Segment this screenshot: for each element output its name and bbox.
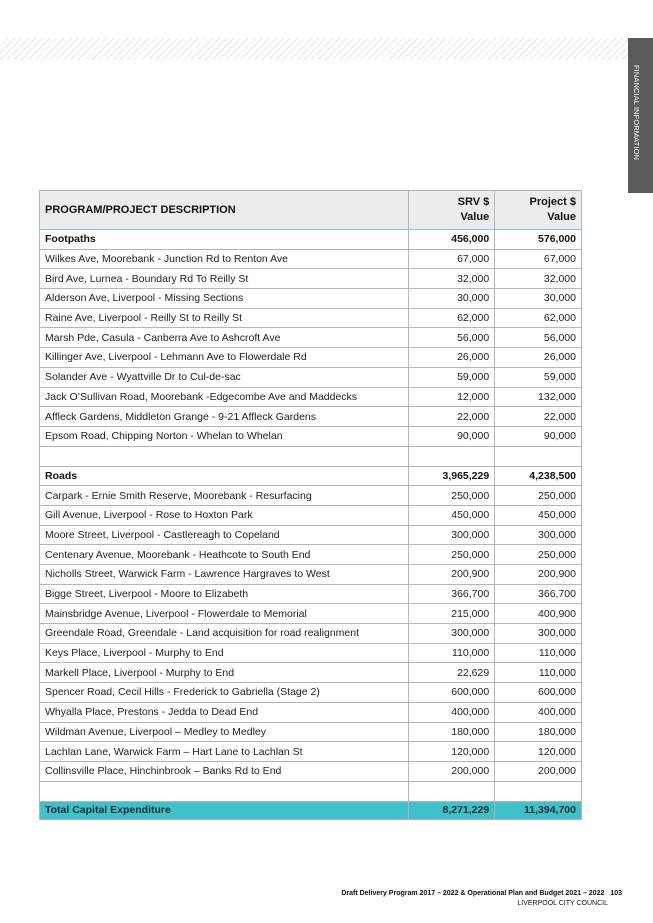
row-description: Raine Ave, Liverpool - Reilly St to Reilly St (40, 308, 409, 328)
row-description: Greendale Road, Greendale - Land acquisition for road realignment (40, 624, 409, 644)
section-label: Roads (40, 466, 409, 486)
table-row (40, 289, 582, 309)
row-project-value: 59,000 (495, 367, 582, 387)
header-description: PROGRAM/PROJECT DESCRIPTION (40, 191, 409, 230)
row-project-value: 120,000 (495, 742, 582, 762)
row-srv-value: 30,000 (408, 289, 494, 309)
row-srv-value: 120,000 (408, 742, 494, 762)
header-srv-line1: SRV $ (457, 196, 490, 208)
table-row (40, 545, 582, 565)
row-description: Lachlan Lane, Warwick Farm – Hart Lane to Lachlan St (40, 742, 409, 762)
row-description: Nicholls Street, Warwick Farm - Lawrence Hargraves to West (40, 565, 409, 585)
row-srv-value: 200,000 (408, 761, 494, 781)
row-srv-value: 400,000 (408, 702, 494, 722)
capital-expenditure-table (39, 190, 582, 820)
footer-document-title: Draft Delivery Program 2017 – 2022 & Operational Plan and Budget 2021 – 2022 (341, 890, 605, 897)
header-project-value (495, 191, 582, 230)
row-srv-value: 180,000 (408, 722, 494, 742)
row-srv-value: 12,000 (408, 387, 494, 407)
table-row (40, 407, 582, 427)
row-project-value: 250,000 (495, 486, 582, 506)
row-description: Marsh Pde, Casula - Canberra Ave to Ashcroft Ave (40, 328, 409, 348)
page-footer (341, 889, 622, 909)
table-row (40, 683, 582, 703)
table-row (40, 308, 582, 328)
row-description: Carpark - Ernie Smith Reserve, Moorebank - Resurfacing (40, 486, 409, 506)
row-srv-value: 22,000 (408, 407, 494, 427)
row-project-value: 250,000 (495, 545, 582, 565)
row-project-value: 26,000 (495, 348, 582, 368)
row-srv-value: 26,000 (408, 348, 494, 368)
row-project-value: 300,000 (495, 525, 582, 545)
row-project-value: 62,000 (495, 308, 582, 328)
row-srv-value: 22,629 (408, 663, 494, 683)
row-description: Mainsbridge Avenue, Liverpool - Flowerdale to Memorial (40, 604, 409, 624)
table-row (40, 249, 582, 269)
row-description: Alderson Ave, Liverpool - Missing Sections (40, 289, 409, 309)
table-row (40, 702, 582, 722)
row-description: Spencer Road, Cecil Hills - Frederick to Gabriella (Stage 2) (40, 683, 409, 703)
table-row (40, 624, 582, 644)
row-srv-value: 56,000 (408, 328, 494, 348)
section-row-footpaths (40, 230, 582, 250)
table-header-row (40, 191, 582, 230)
row-srv-value: 300,000 (408, 624, 494, 644)
row-description: Whyalla Place, Prestons - Jedda to Dead End (40, 702, 409, 722)
row-description: Moore Street, Liverpool - Castlereagh to Copeland (40, 525, 409, 545)
row-project-value: 600,000 (495, 683, 582, 703)
row-description: Solander Ave - Wyattville Dr to Cul-de-sac (40, 367, 409, 387)
blank-row (40, 781, 582, 801)
row-srv-value: 110,000 (408, 643, 494, 663)
row-description: Keys Place, Liverpool - Murphy to End (40, 643, 409, 663)
row-description: Gill Avenue, Liverpool - Rose to Hoxton Park (40, 505, 409, 525)
section-side-tab (628, 38, 653, 193)
row-project-value: 200,900 (495, 565, 582, 585)
row-project-value: 400,900 (495, 604, 582, 624)
header-srv-line2: Value (460, 211, 490, 223)
row-description: Killinger Ave, Liverpool - Lehmann Ave to Flowerdale Rd (40, 348, 409, 368)
total-label: Total Capital Expenditure (40, 801, 409, 819)
header-hatch-band (0, 38, 628, 60)
table-row (40, 761, 582, 781)
row-description: Affleck Gardens, Middleton Grange - 9-21 Affleck Gardens (40, 407, 409, 427)
header-project-line1: Project $ (529, 196, 576, 208)
row-project-value: 400,000 (495, 702, 582, 722)
row-project-value: 110,000 (495, 643, 582, 663)
table-row (40, 348, 582, 368)
row-srv-value: 67,000 (408, 249, 494, 269)
total-row (40, 801, 582, 819)
footer-page-number: 103 (610, 890, 622, 897)
row-description: Wilkes Ave, Moorebank - Junction Rd to Renton Ave (40, 249, 409, 269)
table-row (40, 505, 582, 525)
row-description: Markell Place, Liverpool - Murphy to End (40, 663, 409, 683)
header-srv-value (408, 191, 494, 230)
table-row (40, 742, 582, 762)
row-description: Wildman Avenue, Liverpool – Medley to Medley (40, 722, 409, 742)
row-project-value: 67,000 (495, 249, 582, 269)
row-srv-value: 200,900 (408, 565, 494, 585)
section-srv: 3,965,229 (408, 466, 494, 486)
blank-row (40, 446, 582, 466)
row-project-value: 110,000 (495, 663, 582, 683)
row-project-value: 30,000 (495, 289, 582, 309)
section-label: Footpaths (40, 230, 409, 250)
row-project-value: 22,000 (495, 407, 582, 427)
section-project: 4,238,500 (495, 466, 582, 486)
row-srv-value: 250,000 (408, 545, 494, 565)
row-project-value: 32,000 (495, 269, 582, 289)
table-row (40, 269, 582, 289)
total-srv: 8,271,229 (408, 801, 494, 819)
row-srv-value: 59,000 (408, 367, 494, 387)
row-description: Bigge Street, Liverpool - Moore to Elizabeth (40, 584, 409, 604)
row-description: Collinsville Place, Hinchinbrook – Banks Rd to End (40, 761, 409, 781)
side-tab-label: FINANCIAL INFORMATION (632, 65, 641, 161)
row-description: Jack O’Sullivan Road, Moorebank -Edgecombe Ave and Maddecks (40, 387, 409, 407)
row-project-value: 450,000 (495, 505, 582, 525)
total-project: 11,394,700 (495, 801, 582, 819)
table-row (40, 328, 582, 348)
row-srv-value: 90,000 (408, 426, 494, 446)
header-project-line2: Value (547, 211, 576, 223)
row-project-value: 200,000 (495, 761, 582, 781)
table-row (40, 426, 582, 446)
row-project-value: 132,000 (495, 387, 582, 407)
table-row (40, 604, 582, 624)
footer-council: LIVERPOOL CITY COUNCIL (517, 900, 608, 907)
section-srv: 456,000 (408, 230, 494, 250)
row-project-value: 366,700 (495, 584, 582, 604)
row-srv-value: 32,000 (408, 269, 494, 289)
section-project: 576,000 (495, 230, 582, 250)
row-srv-value: 366,700 (408, 584, 494, 604)
table-row (40, 584, 582, 604)
row-srv-value: 250,000 (408, 486, 494, 506)
row-srv-value: 62,000 (408, 308, 494, 328)
table-body (40, 230, 582, 820)
row-srv-value: 300,000 (408, 525, 494, 545)
row-project-value: 56,000 (495, 328, 582, 348)
row-description: Centenary Avenue, Moorebank - Heathcote to South End (40, 545, 409, 565)
table-row (40, 367, 582, 387)
row-description: Epsom Road, Chipping Norton - Whelan to Whelan (40, 426, 409, 446)
table-row (40, 663, 582, 683)
row-srv-value: 215,000 (408, 604, 494, 624)
table-row (40, 525, 582, 545)
row-project-value: 90,000 (495, 426, 582, 446)
table-row (40, 643, 582, 663)
row-srv-value: 600,000 (408, 683, 494, 703)
section-row-roads (40, 466, 582, 486)
row-project-value: 300,000 (495, 624, 582, 644)
row-project-value: 180,000 (495, 722, 582, 742)
table-row (40, 486, 582, 506)
table-row (40, 722, 582, 742)
table-row (40, 565, 582, 585)
table-row (40, 387, 582, 407)
row-description: Bird Ave, Lurnea - Boundary Rd To Reilly St (40, 269, 409, 289)
row-srv-value: 450,000 (408, 505, 494, 525)
